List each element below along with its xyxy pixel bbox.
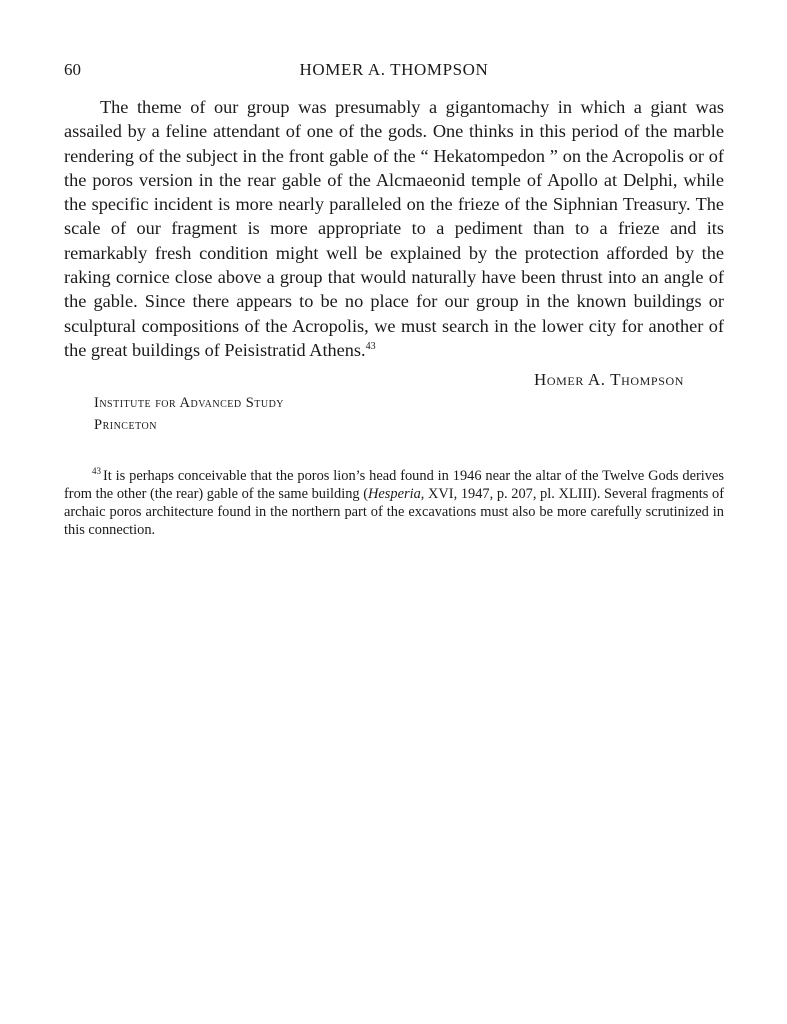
author-signature: Homer A. Thompson bbox=[534, 370, 684, 389]
footnote-journal: Hesperia bbox=[368, 486, 421, 502]
page-header bbox=[64, 60, 724, 84]
running-head: HOMER A. THOMPSON bbox=[299, 60, 489, 79]
body-paragraph-text: The theme of our group was presumably a gigantomachy in which a giant was assailed by a feline attendant of one of the gods. One thinks in this period of the marble rendering of the subject in the front gable of the “ Hekatompedon ” on the Acropolis or of the poros version in the rear gable of the Alcmaeonid temple of Apollo at Delphi, while the specific incident is more nearly paralleled on the frieze of the Siphnian Treasury. The scale of our fragment is more appropriate to a pediment than to a frieze and its remarkably fresh condition might well be explained by the protection afforded by the raking cornice close above a group that would naturally have been thrust into an angle of the gable. Since there appears to be no place for our group in the known buildings or sculptural compositions of the Acropolis, we must search in the lower city for another of the great buildings of Peisistratid Athens. bbox=[64, 97, 724, 360]
affiliation-city: Princeton bbox=[94, 417, 157, 433]
footnote-text-after: , XVI, 1947, p. 207, pl. XLIII). Several fragments of archaic poros architecture found in the northern part of the excavations must also be more carefully scrutinized in this connection. bbox=[64, 486, 724, 538]
footnote bbox=[64, 467, 724, 539]
page-number: 60 bbox=[64, 60, 81, 79]
body-paragraph bbox=[64, 95, 724, 362]
affiliation-institution: Institute for Advanced Study bbox=[94, 395, 285, 411]
author-affiliation bbox=[94, 392, 284, 436]
footnote-reference: 43 bbox=[365, 340, 376, 352]
footnote-text-before: It is perhaps conceivable that the poros lion’s head found in 1946 near the altar of the Twelve Gods derives from the other (the rear) gable of the same building ( bbox=[64, 468, 724, 502]
footnote-number: 43 bbox=[92, 466, 101, 477]
